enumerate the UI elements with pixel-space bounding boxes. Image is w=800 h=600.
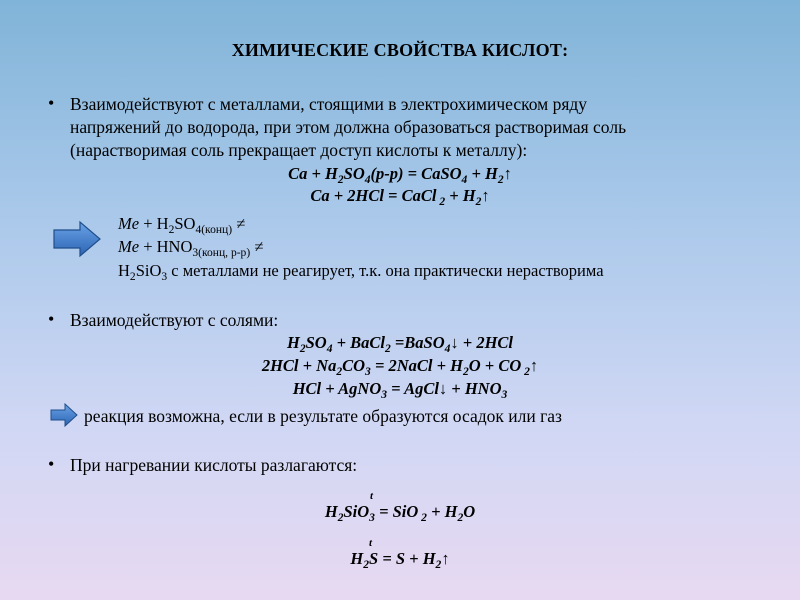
note-me-h2so4: $Me + H_2SO_{4(конц)}$ ≠ <box>118 214 246 237</box>
bullet-marker: • <box>48 93 55 113</box>
equation-ca-hcl: Ca + 2HCl = CaCl $_2 + H_2↑$ <box>310 186 490 209</box>
section1-line3: (нарастворимая соль прекращает доступ кислоты к металлу): <box>70 140 528 160</box>
right-arrow-icon <box>52 220 102 258</box>
equation-hcl-na2co3: $2HCl + Na_2CO_3$ = 2NaCl + $H_2O$ + CO $_2$↑ <box>261 356 539 379</box>
section1-line2: напряжений до водорода, при этом должна образоваться растворимая соль <box>70 117 627 137</box>
note-h2sio3: $H_2SiO_3$ с металлами не реагирует, т.к. она практически нерастворима <box>118 261 604 284</box>
equation-h2s-decomposition: $H_2S = S$ + $H_2↑$ <box>350 549 450 572</box>
page-title: ХИМИЧЕСКИЕ СВОЙСТВА КИСЛОТ: <box>231 40 569 60</box>
bullet-marker: • <box>48 454 55 474</box>
temperature-mark: t <box>370 490 374 502</box>
equation-h2so4-bacl2: $H_2SO_4$ + BaCl$_2$ =BaSO$_4$↓ + 2HCl <box>286 333 513 356</box>
section1-line1: Взаимодействуют с металлами, стоящими в электрохимическом ряду <box>70 94 588 114</box>
equation-hcl-agno3: HCl + AgNO$_3$ = AgCl↓ + $HNO_3$ <box>292 379 508 402</box>
section2-heading: Взаимодействуют с солями: <box>70 310 279 330</box>
equation-h2sio3-decomposition: $H_2SiO_3$ = SiO $_2 + H_2O$ <box>324 502 476 525</box>
section3-heading: При нагревании кислоты разлагаются: <box>70 455 358 475</box>
section2-note: реакция возможна, если в результате образуются осадок или газ <box>84 406 562 426</box>
temperature-mark: t <box>369 537 373 549</box>
equation-ca-h2so4: $Ca + H_2SO_4(р-р)$ = CaSO$_4$ + $H_2↑$ <box>288 164 512 187</box>
right-arrow-icon <box>50 403 78 427</box>
bullet-marker: • <box>48 309 55 329</box>
note-me-hno3: $Me + HNO_{3(конц, р-р)}$ ≠ <box>118 237 264 260</box>
